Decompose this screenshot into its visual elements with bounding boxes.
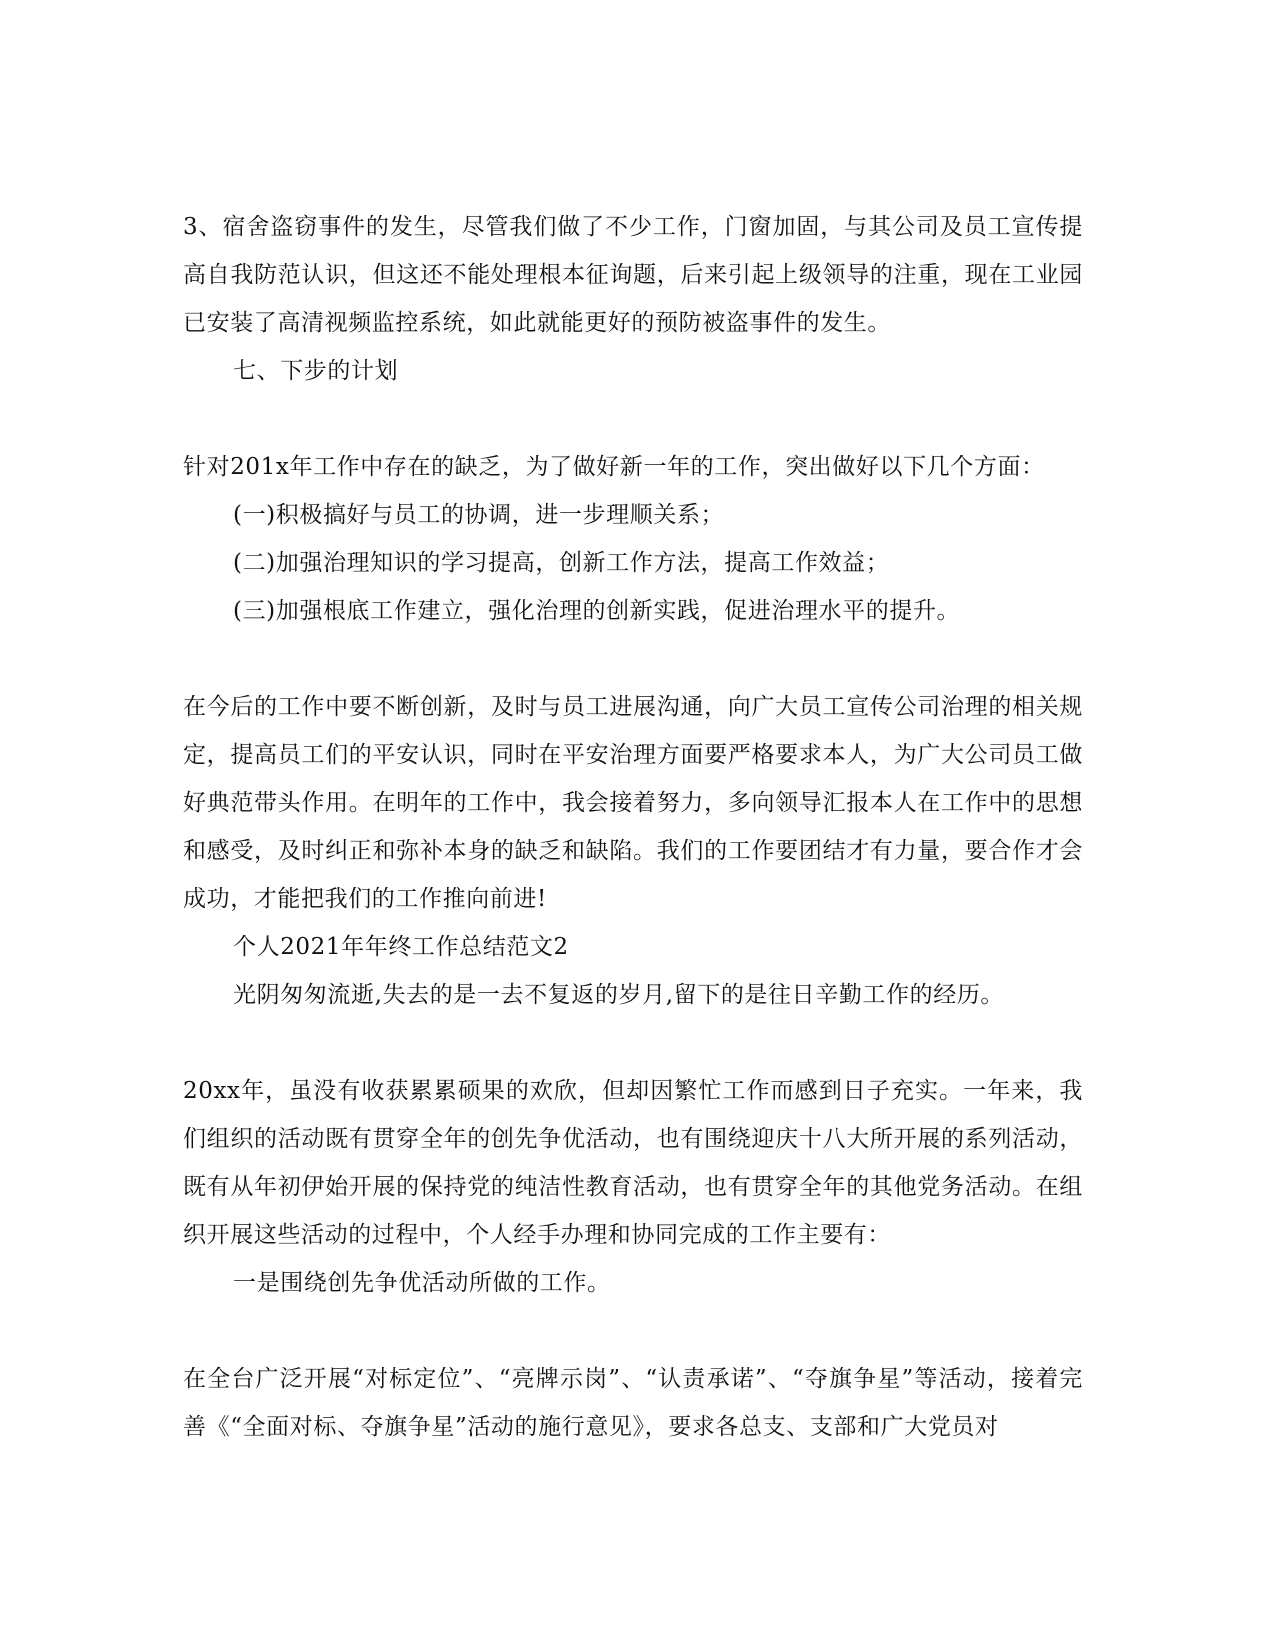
paragraph-activities: 在全台广泛开展“对标定位”、“亮牌示岗”、“认责承诺”、“夺旗争星”等活动，接着完善《“全面对标、夺旗争星”活动的施行意见》，要求各总支、支部和广大党员对 [183, 1366, 1083, 1440]
paragraph-gap [183, 1307, 1083, 1355]
paragraph-time-passes: 光阴匆匆流逝,失去的是一去不复返的岁月,留下的是往日辛勤工作的经历。 [233, 982, 1005, 1008]
plan-item-3: (三)加强根底工作建立，强化治理的创新实践，促进治理水平的提升。 [233, 598, 961, 624]
plan-item-2: (二)加强治理知识的学习提高，创新工作方法，提高工作效益； [233, 550, 890, 576]
paragraph-future-work: 在今后的工作中要不断创新，及时与员工进展沟通，向广大员工宣传公司治理的相关规定，提高员工们的平安认识，同时在平安治理方面要严格要求本人，为广大公司员工做好典范带头作用。在明年的工作中，我会接着努力，多向领导汇报本人在工作中的思想和感受，及时纠正和弥补本身的缺乏和缺陷。我们的工作要团结才有力量，要合作才会成功，才能把我们的工作推向前进! [183, 694, 1083, 912]
paragraph-dormitory-theft: 3、宿舍盗窃事件的发生，尽管我们做了不少工作，门窗加固，与其公司及员工宣传提高自我防范认识，但这还不能处理根本征询题，后来引起上级领导的注重，现在工业园已安装了高清视频监控系统，如此就能更好的预防被盗事件的发生。 [183, 214, 1083, 336]
plan-item-1: (一)积极搞好与员工的协调，进一步理顺关系； [233, 502, 725, 528]
section-title-summary-2: 个人2021年年终工作总结范文2 [233, 934, 569, 960]
paragraph-gap [183, 395, 1083, 443]
paragraph-year-review: 20xx年，虽没有收获累累硕果的欢欣，但却因繁忙工作而感到日子充实。一年来，我们组织的活动既有贯穿全年的创先争优活动，也有围绕迎庆十八大所开展的系列活动，既有从年初伊始开展的保持党的纯洁性教育活动，也有贯穿全年的其他党务活动。在组织开展这些活动的过程中，个人经手办理和协同完成的工作主要有： [183, 1078, 1083, 1248]
paragraph-gap [183, 1019, 1083, 1067]
paragraph-plan-intro: 针对201x年工作中存在的缺乏，为了做好新一年的工作，突出做好以下几个方面： [183, 454, 1045, 480]
paragraph-gap [183, 635, 1083, 683]
heading-next-plan: 七、下步的计划 [233, 358, 399, 384]
document-body [183, 203, 1083, 1451]
paragraph-first-work-item: 一是围绕创先争优活动所做的工作。 [233, 1270, 611, 1296]
